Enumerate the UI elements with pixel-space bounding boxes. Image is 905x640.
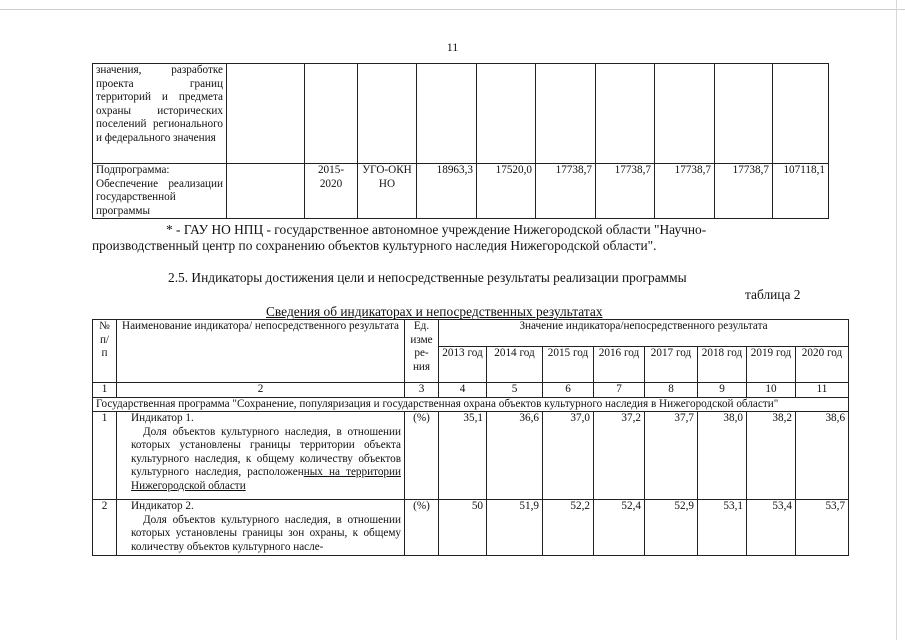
value-cell: 17738,7 xyxy=(536,164,596,219)
year-header: 2013 год xyxy=(439,347,487,383)
header-values: Значение индикатора/непосредственного результата xyxy=(439,320,849,347)
indicator-cell xyxy=(117,412,405,500)
table-label: таблица 2 xyxy=(745,287,801,302)
value-cell: 17520,0 xyxy=(477,164,536,219)
column-number: 10 xyxy=(747,383,796,398)
value-cell: 35,1 xyxy=(439,412,487,500)
year-header: 2017 год xyxy=(645,347,698,383)
value-cell: 17738,7 xyxy=(715,164,773,219)
value-cell: 52,2 xyxy=(543,500,594,556)
table-row xyxy=(93,412,849,500)
value-cell: 53,1 xyxy=(698,500,747,556)
year-header: 2016 год xyxy=(594,347,645,383)
year-header: 2014 год xyxy=(487,347,543,383)
value-cell: 36,6 xyxy=(487,412,543,500)
value-cell: 18963,3 xyxy=(417,164,477,219)
table-row xyxy=(93,164,829,219)
footnote xyxy=(92,222,827,254)
value-cell: 38,2 xyxy=(747,412,796,500)
row-number: 2 xyxy=(93,500,117,556)
indicator-title: Индикатор 2. xyxy=(131,500,194,512)
table-row xyxy=(93,64,829,164)
table-row xyxy=(93,500,849,556)
column-number: 4 xyxy=(439,383,487,398)
value-cell: 38,0 xyxy=(698,412,747,500)
indicator-title: Индикатор 1. xyxy=(131,412,194,424)
indicator-description: Доля объектов культурного наследия, в отношении которых установлены границы территории объекта культурного наследия, к общему количеству объектов культурного наследия, расположенных на территории Нижегородской области xyxy=(131,425,401,492)
column-number: 11 xyxy=(796,383,849,398)
unit-cell: (%) xyxy=(405,500,439,556)
section-title: 2.5. Индикаторы достижения цели и непосредственные результаты реализации программы xyxy=(168,270,687,285)
value-cell: 37,0 xyxy=(543,412,594,500)
value-cell: 53,7 xyxy=(796,500,849,556)
year-header: 2015 год xyxy=(543,347,594,383)
column-number: 5 xyxy=(487,383,543,398)
header-num: № п/ п xyxy=(93,320,117,383)
value-cell: 50 xyxy=(439,500,487,556)
year-header: 2019 год xyxy=(747,347,796,383)
column-number: 9 xyxy=(698,383,747,398)
program-row xyxy=(93,397,849,412)
value-cell: 17738,7 xyxy=(596,164,655,219)
indicator-description: Доля объектов культурного наследия, в отношении которых установлены границы зон охраны, к общему количеству объектов культурного насле- xyxy=(131,513,401,553)
value-cell: 38,6 xyxy=(796,412,849,500)
header-name: Наименование индикатора/ непосредственного результата xyxy=(117,320,405,383)
year-header: 2020 год xyxy=(796,347,849,383)
column-number-row xyxy=(93,383,849,398)
value-cell: 37,7 xyxy=(645,412,698,500)
table-cell: значения, разработке проекта границ территорий и предмета охраны исторических поселений регионального и федерального значения xyxy=(93,64,227,164)
header-row xyxy=(93,320,849,347)
indicator-table xyxy=(92,319,849,556)
period-cell: 2015-2020 xyxy=(305,164,358,219)
column-number: 7 xyxy=(594,383,645,398)
value-cell: 37,2 xyxy=(594,412,645,500)
executor-cell: УГО-ОКН НО xyxy=(358,164,417,219)
value-cell: 107118,1 xyxy=(773,164,829,219)
value-cell: 51,9 xyxy=(487,500,543,556)
footnote-line: * - ГАУ НО НПЦ - государственное автономное учреждение Нижегородской области "Научно- xyxy=(166,222,707,237)
value-cell: 52,9 xyxy=(645,500,698,556)
column-number: 2 xyxy=(117,383,405,398)
header-unit: Ед. изме ре- ния xyxy=(405,320,439,383)
indicator-cell xyxy=(117,500,405,556)
column-number: 6 xyxy=(543,383,594,398)
year-header: 2018 год xyxy=(698,347,747,383)
row-number: 1 xyxy=(93,412,117,500)
footnote-line: производственный центр по сохранению объектов культурного наследия Нижегородской области". xyxy=(92,238,657,253)
program-title: Государственная программа "Сохранение, популяризация и государственная охрана объектов культурного наследия в Нижегородской области" xyxy=(93,397,849,412)
scan-top-edge xyxy=(0,9,905,10)
scan-right-edge xyxy=(896,0,897,640)
unit-cell: (%) xyxy=(405,412,439,500)
budget-table-continuation xyxy=(92,63,829,219)
value-cell: 17738,7 xyxy=(655,164,715,219)
table-cell: Подпрограмма: Обеспечение реализации государственной программы xyxy=(93,164,227,219)
column-number: 1 xyxy=(93,383,117,398)
column-number: 3 xyxy=(405,383,439,398)
page-number: 11 xyxy=(446,40,459,54)
table-caption: Сведения об индикаторах и непосредственных результатах xyxy=(266,304,603,319)
value-cell: 52,4 xyxy=(594,500,645,556)
value-cell: 53,4 xyxy=(747,500,796,556)
column-number: 8 xyxy=(645,383,698,398)
